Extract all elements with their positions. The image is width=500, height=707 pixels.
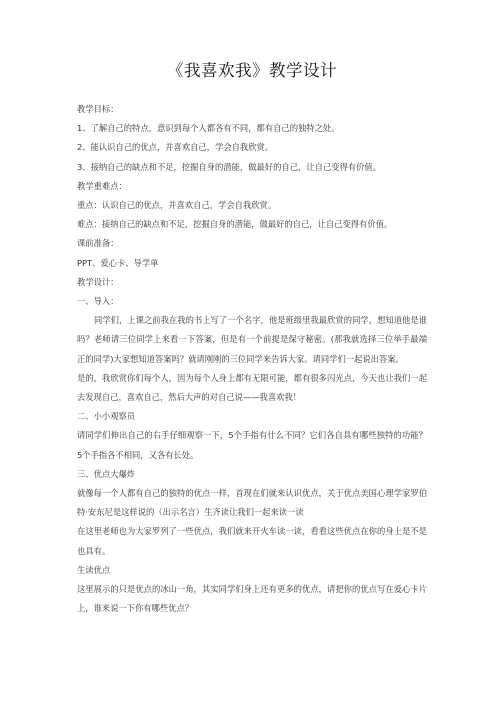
prep-heading: 课前准备： <box>77 238 119 249</box>
document-page <box>77 58 427 618</box>
key-point: 重点：认识自己的优点，并喜欢自己，学会自我欣赏。 <box>77 200 277 211</box>
section-heading-observer: 二、小小观察员 <box>77 411 136 422</box>
key-difficult-heading: 教学重难点： <box>77 180 127 191</box>
document-title: 《我喜欢我》教学设计 <box>167 61 337 80</box>
difficult-point: 难点：接纳自己的缺点和不足，挖掘自身的潜能，做最好的自己，让自己变得有价值。 <box>77 219 393 230</box>
section-observer-paragraph: 请同学们伸出自己的右手仔细观察一下，5个手指有什么不同？它们各自具有哪些独特的功能？5个手指各不相同，又各有长处。 <box>77 430 427 460</box>
section-heading-intro: 一、导入： <box>77 296 119 307</box>
prep-items: PPT、爱心卡、导学单 <box>77 257 159 268</box>
subsection-paragraph: 这里展示的只是优点的冰山一角，其实同学们身上还有更多的优点，请把你的优点写在爱心卡片上，谁来说一下你有哪些优点？ <box>77 584 427 614</box>
section-intro-paragraph-2: 是的，我欣赏你们每个人，因为每个人身上都有无限可能，都有很多闪光点，今天也让我们一起去发现自己，喜欢自己，然后大声的对自己说——我喜欢我！ <box>77 372 427 403</box>
section-heading-strengths: 三、优点大爆炸 <box>77 468 136 479</box>
section-strengths-paragraph-2: 在这里老师也为大家罗列了一些优点，我们就来开火车读一读，看看这些优点在你的身上是不是也具有。 <box>77 526 427 556</box>
subsection-heading: 生读优点 <box>77 564 111 575</box>
section-strengths-paragraph: 就像每一个人都有自己的独特的优点一样，首现在们就来认识优点，关于优点美国心理学家罗伯特·安东尼是这样说的（出示名言）生齐读让我们一起来读一读 <box>77 488 427 518</box>
section-intro-paragraph: 同学们，上课之前我在我的书上写了一个名字，他是班级里我最欣赏的同学，想知道他是谁吗？老师请三位同学上来看一下答案，但是有一个前提是保守秘密。(那我就选择三位举手最端正的同学)大家想知道答案吗？就请刚刚的三位同学来告诉大家。请同学们一起说出答案。 <box>77 315 427 364</box>
objective-item: 1、了解自己的特点，意识到每个人都各有不同，都有自己的独特之处。 <box>77 123 340 134</box>
objective-item: 3、接纳自己的缺点和不足，挖掘自身的潜能，做最好的自己，让自己变得有价值。 <box>77 161 381 172</box>
objectives-heading: 教学目标： <box>77 104 119 114</box>
objective-item: 2、能认识自己的优点，并喜欢自己，学会自我欣赏。 <box>77 142 274 153</box>
design-heading: 教学设计： <box>77 276 119 287</box>
